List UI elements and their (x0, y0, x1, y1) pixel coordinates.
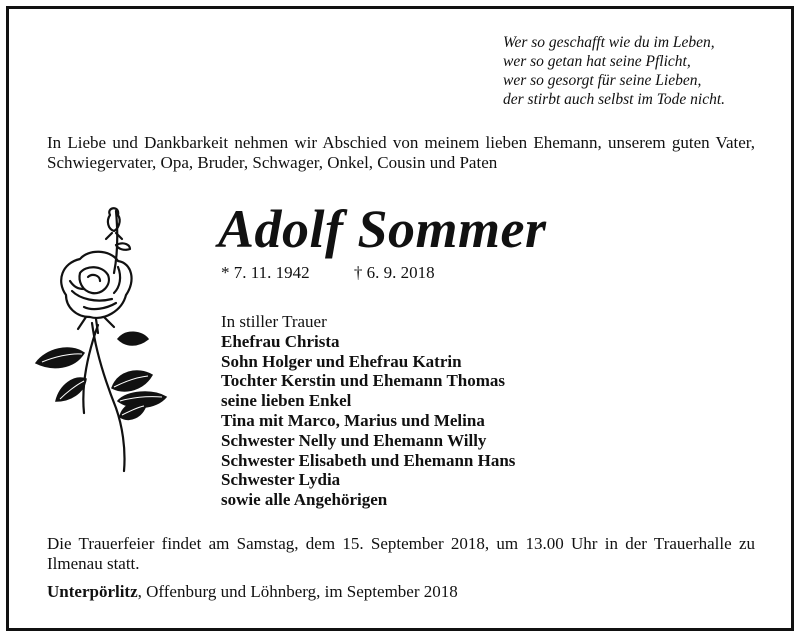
mourner-entry: Ehefrau Christa (221, 331, 340, 351)
death-date: † 6. 9. 2018 (353, 263, 435, 282)
mourner-entry: Sohn Holger und Ehefrau Katrin (221, 351, 462, 371)
funeral-details: Die Trauerfeier findet am Samstag, dem 15. September 2018, um 13.00 Uhr in der Trauerhalle zu Ilmenau statt. (47, 534, 755, 573)
mourner-entry: Schwester Lydia (221, 470, 341, 490)
place-primary: Unterpörlitz (47, 582, 138, 601)
mourner-entry: sowie alle Angehörigen (221, 490, 388, 510)
poem-line: Wer so geschafft wie du im Leben, (503, 34, 715, 51)
birth-date: * 7. 11. 1942 (221, 263, 310, 282)
mourners-heading: In stiller Trauer (221, 312, 327, 331)
mourner-entry: Schwester Nelly und Ehemann Willy (221, 430, 487, 450)
deceased-name: Adolf Sommer (218, 199, 547, 259)
rose-icon (26, 203, 172, 475)
intro-text: In Liebe und Dankbarkeit nehmen wir Abschied von meinem lieben Ehemann, unserem guten Vater, Schwiegervater, Opa, Bruder, Schwager, Onkel, Cousin und Paten (47, 133, 755, 172)
poem-line: wer so getan hat seine Pflicht, (503, 53, 691, 70)
mourner-entry: Tina mit Marco, Marius und Melina (221, 410, 485, 430)
mourner-entry: Schwester Elisabeth und Ehemann Hans (221, 450, 516, 470)
life-dates (221, 263, 435, 283)
place-rest: , Offenburg und Löhnberg, im September 2018 (137, 582, 458, 601)
poem-line: der stirbt auch selbst im Tode nicht. (503, 91, 726, 108)
mourner-entry: Tochter Kerstin und Ehemann Thomas (221, 371, 506, 391)
mourners-list (221, 312, 515, 510)
memorial-poem (503, 33, 725, 109)
mourner-entry: seine lieben Enkel (221, 391, 352, 411)
poem-line: wer so gesorgt für seine Lieben, (503, 72, 702, 89)
place-and-date (47, 582, 458, 602)
